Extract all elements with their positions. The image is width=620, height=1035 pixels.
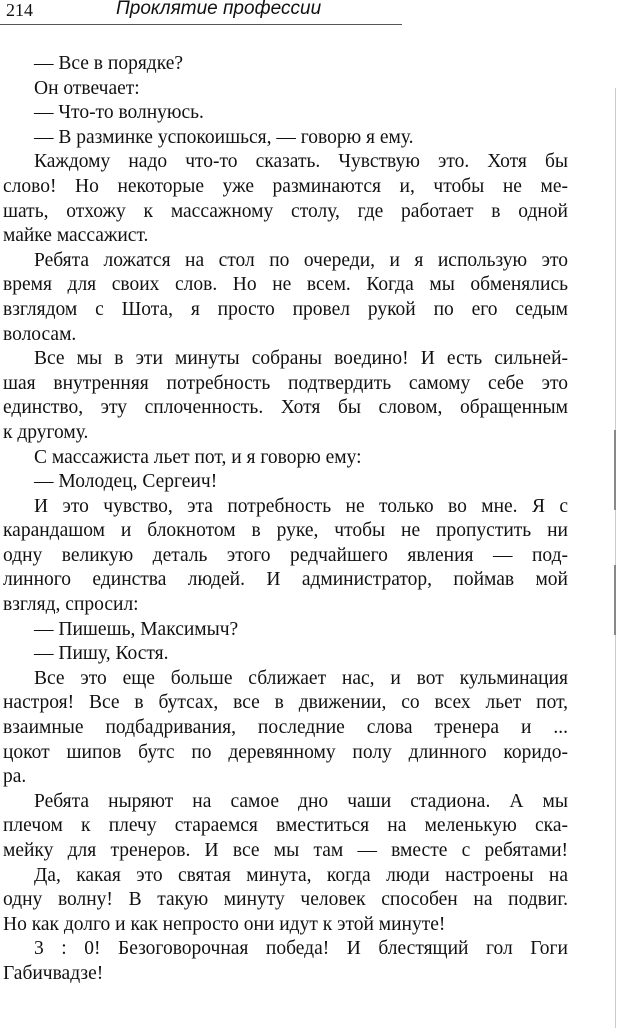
- running-title: Проклятие профессии: [116, 0, 322, 19]
- text-line: взаимные подбадривания, последние слова тренера и ...: [3, 717, 568, 739]
- text-line: — Пишешь, Максимыч?: [34, 618, 239, 640]
- text-line: 3 : 0! Безоговорочная победа! И блестящий гол Гоги: [34, 938, 568, 960]
- page-number: 214: [6, 0, 33, 20]
- text-line: одну великую деталь этого редчайшего явления — под-: [3, 544, 568, 566]
- text-line: настроя! Все в бутсах, все в движении, со всех льет пот,: [3, 692, 568, 714]
- text-line: Но как долго и как непросто они идут к этой минуте!: [3, 913, 446, 935]
- text-line: — Молодец, Сергеич!: [34, 471, 218, 493]
- text-line: волосам.: [3, 323, 77, 345]
- text-line: шать, отхожу к массажному столу, где работает в одной: [3, 200, 568, 222]
- text-line: одну волну! В такую минуту человек способен на подвиг.: [3, 889, 568, 911]
- text-line: — Все в порядке?: [34, 53, 184, 74]
- page-edge-line: [615, 88, 616, 1028]
- text-line: шая внутренняя потребность подтвердить самому себе это: [3, 372, 568, 394]
- text-line: плечом к плечу стараемся вместиться на меленькую ска-: [3, 815, 568, 837]
- text-line: — Пишу, Костя.: [34, 643, 169, 665]
- page-edge-mark: [614, 565, 616, 635]
- text-line: — В разминке успокоишься, — говорю я ему.: [34, 126, 414, 148]
- text-line: — Что-то волнуюсь.: [34, 102, 204, 124]
- text-line: ра.: [3, 766, 27, 788]
- text-body: [3, 52, 568, 987]
- text-line: майке массажист.: [3, 225, 149, 247]
- page-header: [0, 0, 402, 25]
- text-line: линного единства людей. И администратор, поймав мой: [3, 569, 568, 591]
- text-line: взгляд, спросил:: [3, 594, 139, 616]
- text-line: слово! Но некоторые уже разминаются и, чтобы не ме-: [3, 175, 568, 197]
- text-line: цокот шипов бутс по деревянному полу длинного коридо-: [3, 741, 568, 763]
- text-line: к другому.: [3, 421, 89, 443]
- text-line: С массажиста льет пот, и я говорю ему:: [34, 446, 362, 468]
- text-line: И это чувство, эта потребность не только во мне. Я с: [34, 495, 568, 517]
- text-line: Он отвечает:: [34, 77, 140, 99]
- text-line: Каждому надо что-то сказать. Чувствую это. Хотя бы: [34, 151, 568, 173]
- text-line: Да, какая это святая минута, когда люди настроены на: [34, 864, 568, 886]
- text-line: карандашом и блокнотом в руке, чтобы не пропустить ни: [3, 520, 568, 542]
- text-line: время для своих слов. Но не всем. Когда мы обменялись: [3, 274, 568, 296]
- page-edge-mark: [614, 430, 616, 510]
- text-line: взглядом с Шота, я просто провел рукой по его седым: [3, 298, 568, 320]
- text-line: Все это еще больше сближает нас, и вот кульминация: [34, 667, 568, 689]
- text-line: мейку для тренеров. И все мы там — вместе с ребятами!: [3, 840, 568, 861]
- text-line: Габичвадзе!: [3, 962, 104, 984]
- text-line: Все мы в эти минуты собраны воедино! И есть сильней-: [34, 348, 568, 370]
- text-line: Ребята ложатся на стол по очереди, и я использую это: [34, 249, 568, 271]
- text-line: единство, эту сплоченность. Хотя бы словом, обращенным: [3, 397, 568, 419]
- text-line: Ребята ныряют на самое дно чаши стадиона. А мы: [34, 790, 568, 812]
